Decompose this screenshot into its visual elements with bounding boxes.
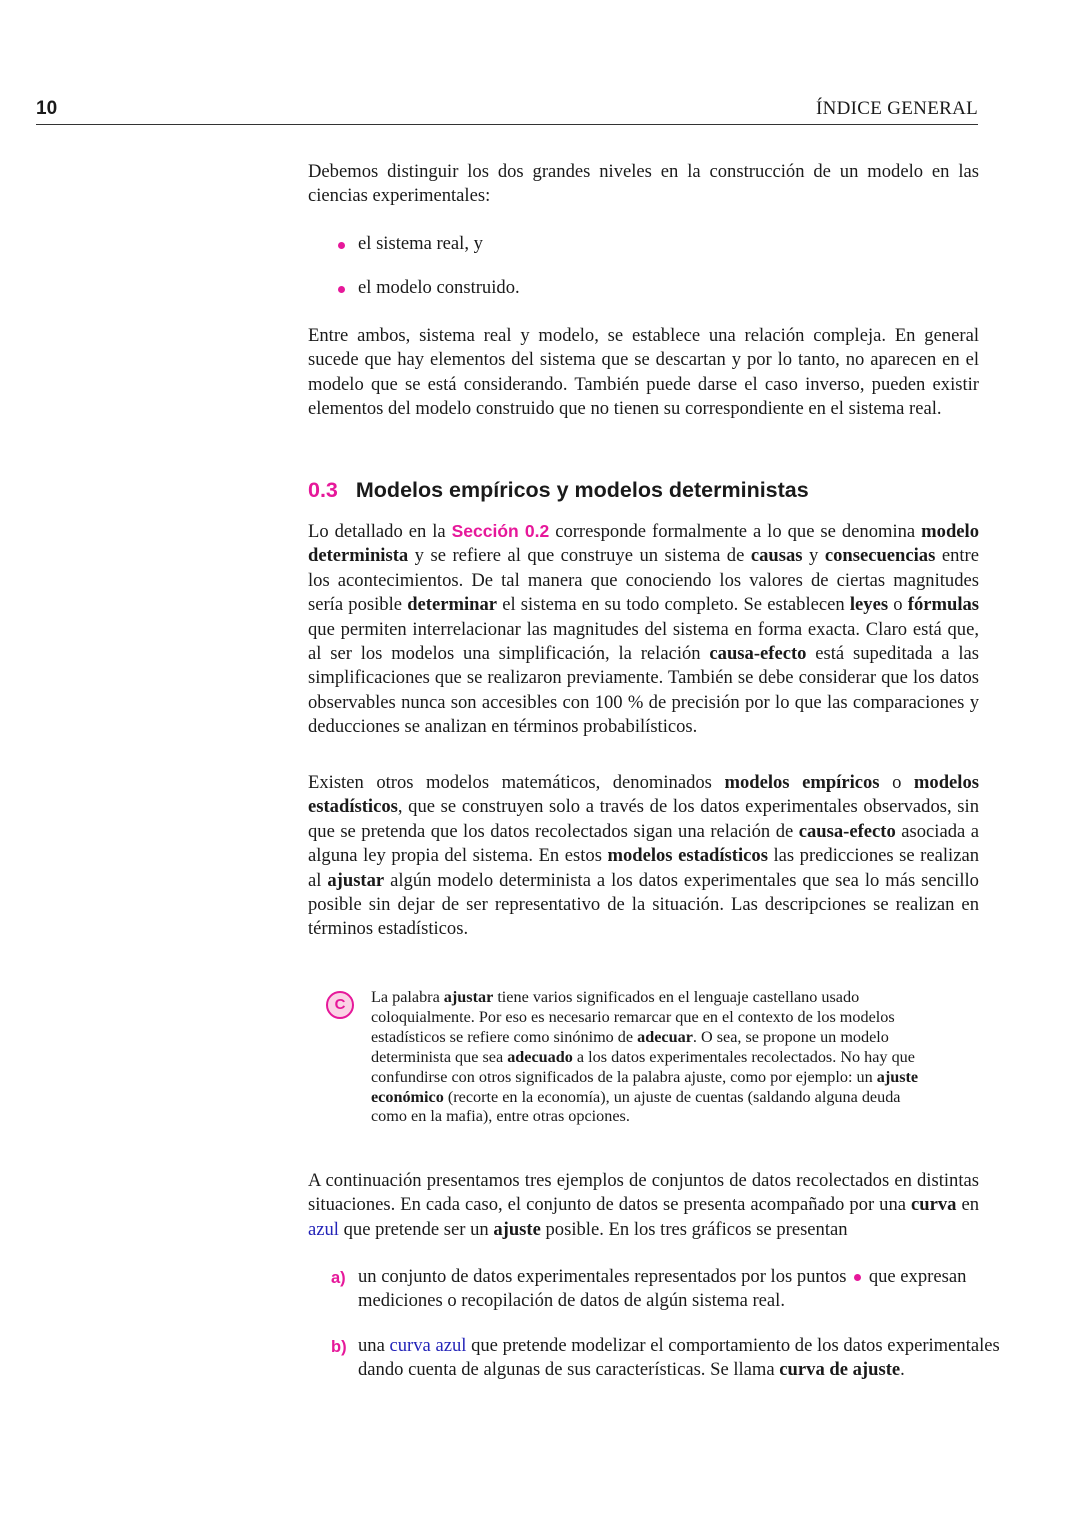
intro-paragraph-2: Entre ambos, sistema real y modelo, se establece una relación compleja. En general sucede que hay elementos del sistema que se descartan y por lo tanto, no aparecen en el modelo que se está considerando. También puede darse el caso inverso, pueden existir elementos del modelo construido que no tienen su correspondiente en el sistema real. <box>308 325 979 420</box>
section-number: 0.3 <box>308 478 338 502</box>
comment-icon: C <box>326 991 354 1019</box>
enum-label: b) <box>331 1337 347 1356</box>
enum-label: a) <box>331 1269 346 1287</box>
section-link[interactable]: Sección 0.2 <box>451 521 550 541</box>
bullet-list <box>338 232 978 320</box>
note-text: La palabra ajustar tiene varios significados en el lenguaje castellano usado coloquialmente. Por eso es necesario remarcar que en el contexto de los modelos estadísticos se refiere como sinónimo de adecuar. O sea, se propone un modelo determinista que sea adecuado a los datos experimentales recolectados. No hay que confundirse con otros significados de la palabra ajuste, como por ejemplo: un ajuste económico (recorte en la economía), un ajuste de cuentas (saldando alguna deuda como en la mafia), entre otras opciones. <box>371 988 919 1126</box>
blue-word: azul <box>308 1218 339 1240</box>
list-item: b) una curva azul que pretende modelizar el comportamiento de los datos experimentales dando cuenta de algunas de sus características. Se llama curva de ajuste. <box>331 1334 1000 1381</box>
page-number: 10 <box>36 98 58 119</box>
paragraph-examples: A continuación presentamos tres ejemplos de conjuntos de datos recolectados en distintas situaciones. En cada caso, el conjunto de datos se presenta acompañado por una curva en azul que pretende ser un ajuste posible. En los tres gráficos se presentan <box>308 1170 980 1240</box>
list-item: a) un conjunto de datos experimentales representados por los puntos que expresan mediciones o recopilación de datos de algún sistema real. <box>331 1266 967 1312</box>
blue-curve-text: curva azul <box>389 1334 467 1356</box>
bullet-icon <box>338 242 345 249</box>
running-head: ÍNDICE GENERAL <box>816 98 978 119</box>
page-header <box>36 96 978 125</box>
intro-paragraph: Debemos distinguir los dos grandes niveles en la construcción de un modelo en las ciencias experimentales: <box>308 161 979 207</box>
bullet-icon <box>338 286 345 293</box>
section-heading <box>308 478 809 503</box>
paragraph-deterministic: Lo detallado en la Sección 0.2 corresponde formalmente a lo que se denomina modelo determinista y se refiere al que construye un sistema de causas y consecuencias entre los acontecimientos. De tal manera que conociendo los valores de ciertas magnitudes sería posible determinar el sistema en su todo completo. Se establecen leyes o fórmulas que permiten interrelacionar las magnitudes del sistema en forma exacta. Claro está que, al ser los modelos una simplificación, la relación causa-efecto está supeditada a las simplificaciones que se realizaron previamente. También se debe considerar que los datos observables nunca son accesibles con 100 % de precisión por lo que las comparaciones y deducciones se analizan en términos probabilísticos. <box>308 521 980 738</box>
data-point-icon <box>854 1274 861 1281</box>
list-item: el modelo construido. <box>338 276 978 300</box>
paragraph-empirical: Existen otros modelos matemáticos, denominados modelos empíricos o modelos estadísticos, que se construyen solo a través de los datos experimentales observados, sin que se pretenda que los datos recolectados sigan una relación de causa-efecto asociada a alguna ley propia del sistema. En estos modelos estadísticos las predicciones se realizan al ajustar algún modelo determinista a los datos experimentales que sea lo más sencillo posible sin dejar de ser representativo de la situación. Las descripciones se realizan en términos estadísticos. <box>308 772 980 940</box>
section-title: Modelos empíricos y modelos deterministas <box>355 478 809 502</box>
list-item: el sistema real, y <box>338 232 978 256</box>
enumerated-list <box>331 1265 1011 1403</box>
